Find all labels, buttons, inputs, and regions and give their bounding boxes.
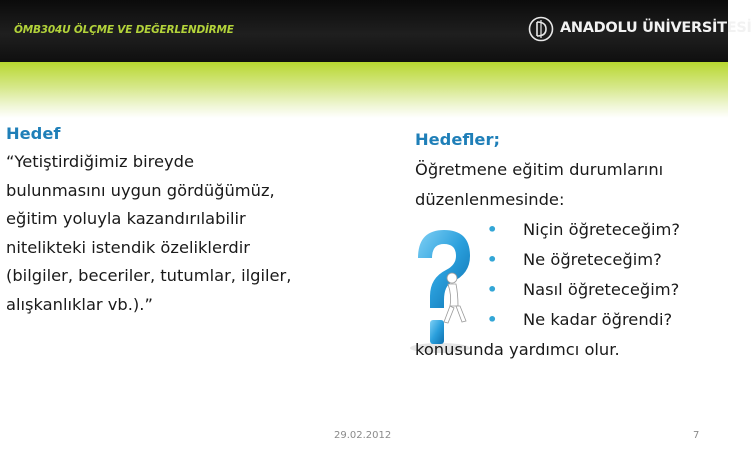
definition-title: Hedef xyxy=(6,124,61,143)
definition-line: eğitim yoluyla kazandırılabilir xyxy=(6,209,246,228)
definition-line: “Yetiştirdiğimiz bireyde xyxy=(6,152,194,171)
goals-closing-line: konusunda yardımcı olur. xyxy=(415,340,620,359)
list-item xyxy=(487,245,725,275)
list-item xyxy=(487,215,725,245)
definition-line: alışkanlıklar vb.).” xyxy=(6,294,153,314)
goals-intro-line: Öğretmene eğitim durumlarını xyxy=(415,160,664,179)
slide-header xyxy=(0,0,752,62)
bullet-icon: • xyxy=(487,220,498,239)
university-emblem-icon xyxy=(528,16,554,42)
definition-line: nitelikteki istendik özeliklerdir xyxy=(6,237,250,257)
goals-intro-line: düzenlenmesinde: xyxy=(415,190,565,209)
bullet-icon: • xyxy=(487,250,498,269)
bullet-icon: • xyxy=(487,280,498,299)
bullet-icon: • xyxy=(487,310,498,329)
university-logo xyxy=(528,16,752,44)
university-name: ANADOLU ÜNİVERSİTESİ xyxy=(560,20,752,36)
list-item xyxy=(487,275,725,305)
slide-number: 7 xyxy=(693,430,700,441)
title-band xyxy=(0,62,728,118)
goals-title: Hedefler; xyxy=(415,130,501,149)
bullet-text: Nasıl öğreteceğim? xyxy=(523,280,680,299)
bullet-text: Niçin öğreteceğim? xyxy=(523,220,681,239)
definition-column xyxy=(6,120,351,319)
definition-line: (bilgiler, beceriler, tutumlar, ilgiler, xyxy=(6,266,292,285)
list-item xyxy=(487,305,725,335)
bullet-text: Ne öğreteceğim? xyxy=(523,250,662,269)
slide-date: 29.02.2012 xyxy=(334,430,392,441)
goals-bullet-list xyxy=(487,215,725,335)
course-title: ÖMB304U ÖLÇME VE DEĞERLENDİRME xyxy=(14,24,234,36)
bullet-text: Ne kadar öğrendi? xyxy=(523,310,673,329)
definition-line: bulunmasını uygun gördüğümüz, xyxy=(6,180,275,200)
goals-column xyxy=(415,125,725,365)
